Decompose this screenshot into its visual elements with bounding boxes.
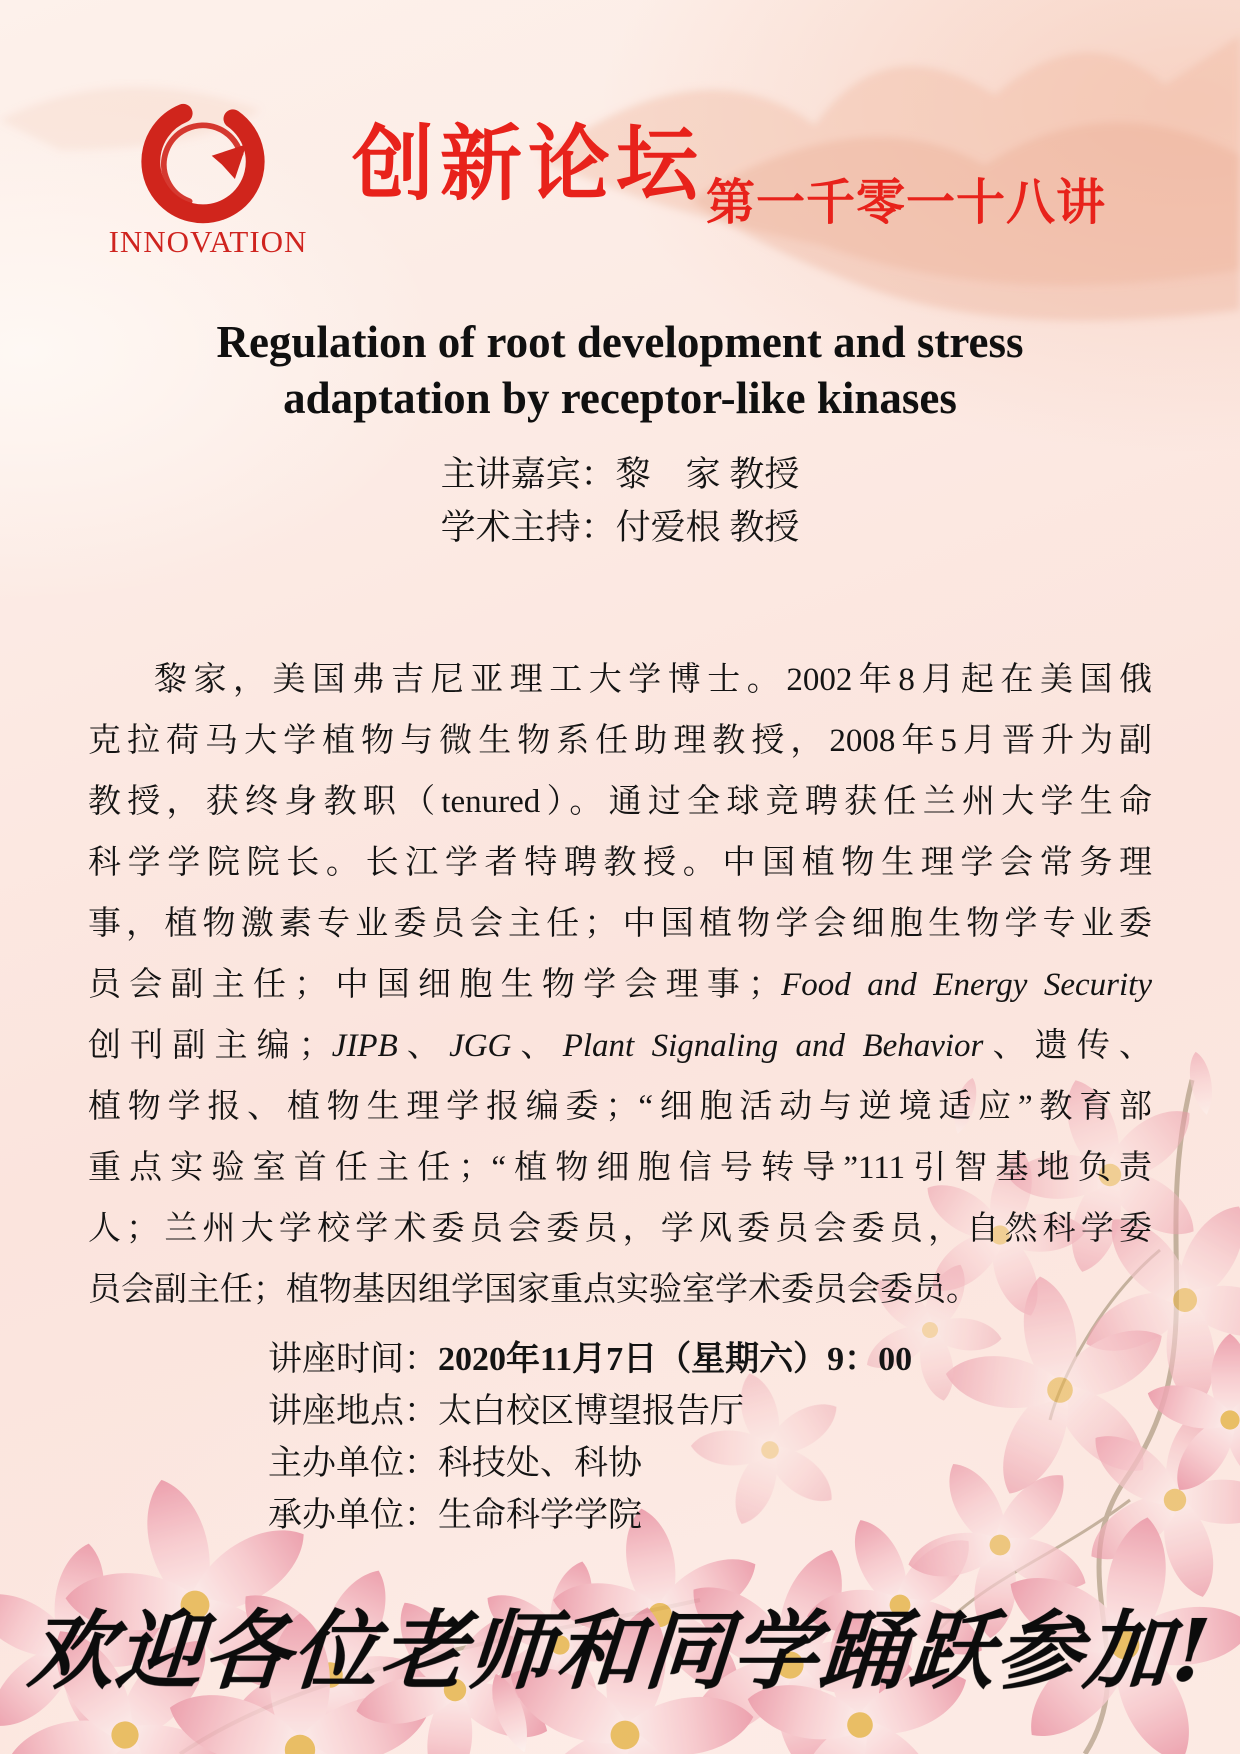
- undertaker-label: 承办单位：: [268, 1497, 438, 1534]
- lecture-number: 第一千零一十八讲: [706, 174, 1107, 231]
- detail-row-time: [268, 1334, 912, 1386]
- detail-row-place: [268, 1386, 912, 1438]
- people-block: [0, 448, 1240, 554]
- english-title: [0, 314, 1240, 426]
- innovation-brush-circle-icon: [128, 92, 278, 237]
- forum-title: 创新论坛: [352, 117, 705, 212]
- bio-line: 创刊副主编；JIPB、JGG、Plant Signaling and Behavior、遗传、: [88, 1028, 1153, 1064]
- bio-line: 员会副主任；中国细胞生物学会理事；Food and Energy Security: [88, 967, 1152, 1003]
- detail-row-undertaker: [268, 1490, 912, 1542]
- bio-line: 黎家，美国弗吉尼亚理工大学博士。2002年8月起在美国俄: [154, 662, 1152, 698]
- bio-paragraph: [88, 650, 1152, 1321]
- place-label: 讲座地点：: [268, 1393, 438, 1430]
- bio-line: 克拉荷马大学植物与微生物系任助理教授，2008年5月晋升为副: [88, 723, 1152, 759]
- bio-line: 植物学报、植物生理学报编委；“细胞活动与逆境适应”教育部: [88, 1089, 1152, 1125]
- time-value: 2020年11月7日（星期六）9：00: [438, 1341, 913, 1378]
- place-value: 太白校区博望报告厅: [438, 1393, 744, 1430]
- bio-line: 科学学院院长。长江学者特聘教授。中国植物生理学会常务理: [88, 845, 1152, 881]
- bio-line: 人；兰州大学校学术委员会委员，学风委员会委员，自然科学委: [88, 1211, 1152, 1247]
- bio-line: 员会副主任；植物基因组学国家重点实验室学术委员会委员。: [88, 1272, 979, 1308]
- english-title-line2: adaptation by receptor-like kinases: [283, 373, 957, 423]
- logo-word: INNOVATION: [108, 224, 308, 259]
- bio-line: 事，植物激素专业委员会主任；中国植物学会细胞生物学专业委: [88, 906, 1152, 942]
- welcome-message: 欢迎各位老师和同学踊跃参加!: [24, 1601, 1216, 1702]
- detail-row-organizer: [268, 1438, 912, 1490]
- speaker-row: [0, 448, 1240, 501]
- organizer-label: 主办单位：: [268, 1445, 438, 1482]
- host-name: 付爱根 教授: [615, 508, 800, 547]
- time-label: 讲座时间：: [268, 1341, 438, 1378]
- details-block: [268, 1334, 912, 1542]
- speaker-label: 主讲嘉宾：: [440, 455, 616, 494]
- undertaker-value: 生命科学学院: [438, 1497, 642, 1534]
- speaker-name: 黎 家 教授: [615, 455, 800, 494]
- bio-line: 教授，获终身教职（tenured）。通过全球竞聘获任兰州大学生命: [88, 784, 1152, 820]
- host-label: 学术主持：: [440, 508, 616, 547]
- organizer-value: 科技处、科协: [438, 1445, 642, 1482]
- bio-line: 重点实验室首任主任；“植物细胞信号转导”111引智基地负责: [88, 1150, 1152, 1186]
- host-row: [0, 501, 1240, 554]
- english-title-line1: Regulation of root development and stress: [216, 317, 1024, 367]
